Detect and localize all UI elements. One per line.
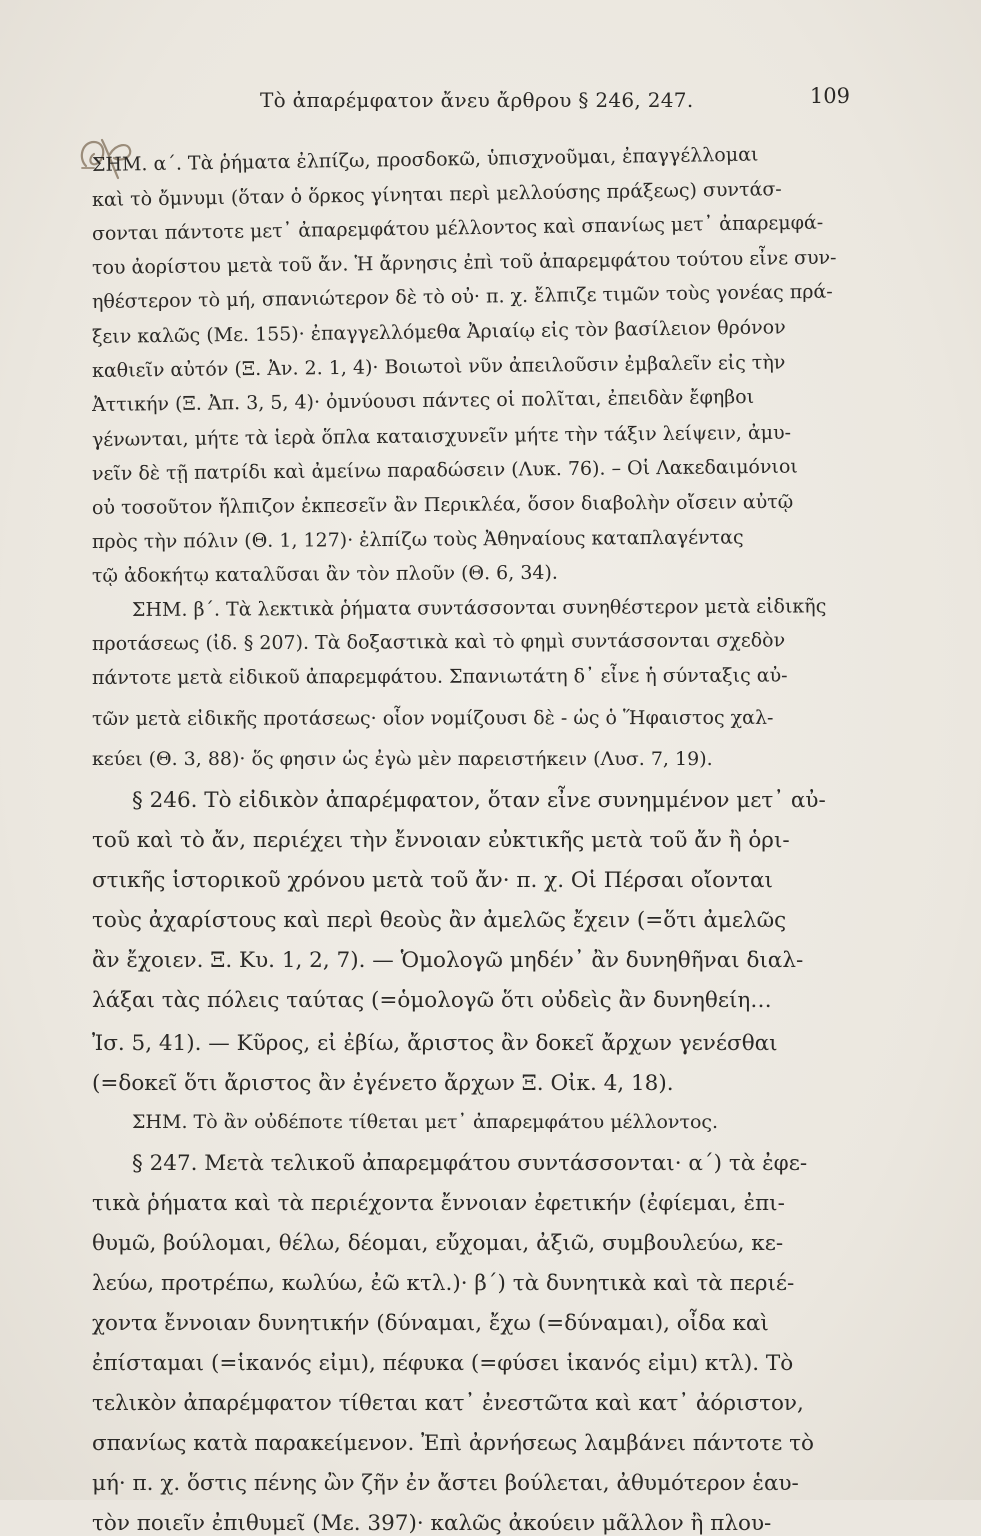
text-line: πάντοτε μετὰ εἰδικοῦ ἀπαρεμφάτου. Σπανιωτάτη δ᾿ εἶνε ἡ σύνταξις αὐ- xyxy=(91,664,788,689)
text-line: τὸν ποιεῖν ἐπιθυμεῖ (Με. 397)· καλῶς ἀκούειν μᾶλλον ἢ πλου- xyxy=(92,1511,772,1536)
text-line: τῷ ἀδοκήτῳ καταλῦσαι ἂν τὸν πλοῦν (Θ. 6, 34). xyxy=(91,561,558,587)
text-line: ἐπίσταμαι (=ἱκανός εἰμι), πέφυκα (=φύσει ἱκανός εἰμι) κτλ). Τὸ xyxy=(92,1351,794,1376)
text-line: ΣΗΜ. β΄. Τὰ λεκτικὰ ῥήματα συντάσσονται συνηθέστερον μετὰ εἰδικῆς xyxy=(131,595,827,621)
text-line: σονται πάντοτε μετ᾿ ἀπαρεμφάτου μέλλοντος καὶ σπανίως μετ᾿ ἀπαρεμφά- xyxy=(91,211,824,245)
text-line: μή· π. χ. ὅστις πένης ὢν ζῆν ἐν ἄστει βούλεται, ἀθυμότερον ἑαυ- xyxy=(92,1471,799,1496)
text-line: σπανίως κατὰ παρακείμενον. Ἐπὶ ἀρνήσεως λαμβάνει πάντοτε τὸ xyxy=(92,1431,814,1456)
text-line: θυμῶ, βούλομαι, θέλω, δέομαι, εὔχομαι, ἀξιῶ, συμβουλεύω, κε- xyxy=(92,1231,784,1256)
text-line: Ἀττικήν (Ξ. Ἀπ. 3, 5, 4)· ὀμνύουσι πάντες οἱ πολῖται, ἐπειδὰν ἔφηβοι xyxy=(91,385,755,416)
section-247-start: § 247. Μετὰ τελικοῦ ἀπαρεμφάτου συντάσσονται· α΄) τὰ ἐφε- xyxy=(132,1151,808,1176)
section-246-start: § 246. Τὸ εἰδικὸν ἀπαρέμφατον, ὅταν εἶνε συνημμένον μετ᾿ αὐ- xyxy=(132,788,826,813)
text-line: λεύω, προτρέπω, κωλύω, ἐῶ κτλ.)· β΄) τὰ δυνητικὰ καὶ τὰ περιέ- xyxy=(92,1271,795,1296)
text-line: γένωνται, μήτε τὰ ἱερὰ ὅπλα καταισχυνεῖν μήτε τὴν τάξιν λείψειν, ἀμυ- xyxy=(91,421,792,451)
text-line: τῶν μετὰ εἰδικῆς προτάσεως· οἷον νομίζουσι δὲ - ὡς ὁ Ἥφαιστος χαλ- xyxy=(91,706,774,730)
text-line: τικὰ ῥήματα καὶ τὰ περιέχοντα ἔννοιαν ἐφετικήν (ἐφίεμαι, ἐπι- xyxy=(92,1191,785,1216)
text-line: ἂν ἔχοιεν. Ξ. Κυ. 1, 2, 7). — Ὁμολογῶ μηδέν᾿ ἂν δυνηθῆναι διαλ- xyxy=(92,948,804,973)
text-line: τελικὸν ἀπαρέμφατον τίθεται κατ᾿ ἐνεστῶτα καὶ κατ᾿ ἀόριστον, xyxy=(92,1391,804,1416)
text-line: νεῖν δὲ τῇ πατρίδι καὶ ἀμείνω παραδώσειν (Λυκ. 76). – Οἱ Λακεδαιμόνιοι xyxy=(91,455,798,485)
text-line: στικῆς ἱστορικοῦ χρόνου μετὰ τοῦ ἄν· π. χ. Οἱ Πέρσαι οἴονται xyxy=(92,868,773,893)
text-line: κεύει (Θ. 3, 88)· ὅς φησιν ὡς ἐγὼ μὲν παρειστήκειν (Λυσ. 7, 19). xyxy=(92,748,713,770)
text-line: οὐ τοσοῦτον ἤλπιζον ἐκπεσεῖν ἂν Περικλέα, ὅσον διαβολὴν οἴσειν αὐτῷ xyxy=(91,490,794,519)
text-line: προτάσεως (ἰδ. § 207). Τὰ δοξαστικὰ καὶ τὸ φημὶ συντάσσονται σχεδὸν xyxy=(91,629,786,655)
text-line: ηθέστερον τὸ μή, σπανιώτερον δὲ τὸ οὐ· π. χ. ἔλπιζε τιμῶν τοὺς γονέας πρά- xyxy=(91,280,833,313)
text-line: πρὸς τὴν πόλιν (Θ. 1, 127)· ἐλπίζω τοὺς Ἀθηναίους καταπλαγέντας xyxy=(91,526,744,553)
text-line: του ἀορίστου μετὰ τοῦ ἄν. Ἡ ἄρνησις ἐπὶ τοῦ ἀπαρεμφάτου τούτου εἶνε συν- xyxy=(91,246,837,279)
text-line: καὶ τὸ ὄμνυμι (ὅταν ὁ ὅρκος γίνηται περὶ μελλούσης πράξεως) συντάσ- xyxy=(91,178,782,211)
page-header xyxy=(90,84,850,118)
running-title: Τὸ ἀπαρέμφατον ἄνευ ἄρθρου § 246, 247. xyxy=(260,88,694,112)
text-line: τοῦ καὶ τὸ ἄν, περιέχει τὴν ἔννοιαν εὐκτικῆς μετὰ τοῦ ἄν ἢ ὁρι- xyxy=(92,828,790,853)
page-number: 109 xyxy=(809,84,850,108)
text-line: τοὺς ἀχαρίστους καὶ περὶ θεοὺς ἂν ἀμελῶς ἔχειν (=ὅτι ἀμελῶς xyxy=(92,908,787,933)
text-line: Ἰσ. 5, 41). — Κῦρος, εἰ ἐβίω, ἄριστος ἂν δοκεῖ ἄρχων γενέσθαι xyxy=(92,1031,778,1056)
text-line: ΣΗΜ. α΄. Τὰ ῥήματα ἐλπίζω, προσδοκῶ, ὑπισχνοῦμαι, ἐπαγγέλλομαι xyxy=(91,143,759,176)
note-line: ΣΗΜ. Τὸ ἂν οὐδέποτε τίθεται μετ᾿ ἀπαρεμφάτου μέλλοντος. xyxy=(132,1111,719,1133)
text-line: (=δοκεῖ ὅτι ἄριστος ἂν ἐγένετο ἄρχων Ξ. Οἰκ. 4, 18). xyxy=(92,1071,674,1096)
text-line: χοντα ἔννοιαν δυνητικήν (δύναμαι, ἔχω (=δύναμαι), οἶδα καὶ xyxy=(92,1311,769,1336)
text-line: λάξαι τὰς πόλεις ταύτας (=ὁμολογῶ ὅτι οὐδεὶς ἂν δυνηθείη… xyxy=(92,988,772,1013)
text-line: ξειν καλῶς (Με. 155)· ἐπαγγελλόμεθα Ἀριαίῳ εἰς τὸν βασίλειον θρόνον xyxy=(91,316,786,348)
text-line: καθιεῖν αὐτόν (Ξ. Ἀν. 2. 1, 4)· Βοιωτοὶ νῦν ἀπειλοῦσιν ἐμβαλεῖν εἰς τὴν xyxy=(91,351,786,382)
